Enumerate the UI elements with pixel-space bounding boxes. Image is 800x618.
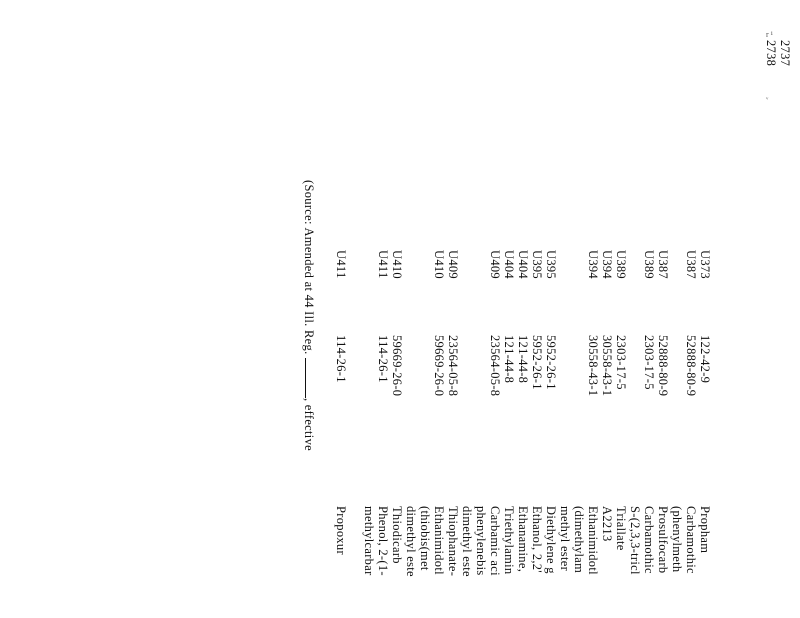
substance-name: dimethyl este [404,506,418,577]
substance-name: Carbamothic [684,506,698,574]
cas-number: 5952-26-1 [544,335,558,390]
waste-code: U411 [334,250,348,279]
source-note-suffix: , effective [302,397,316,451]
cas-number: 114-26-1 [376,335,390,383]
cas-number: 5952-26-1 [530,335,544,390]
scan-corner-mark: r ¹ [766,30,774,39]
cas-number: 121-44-8 [502,335,516,384]
waste-code: U395 [544,250,558,279]
waste-code: U394 [600,250,614,279]
waste-code: U410 [432,250,446,279]
substance-name: phenylenebis [474,506,488,576]
substance-name: dimethyl este [460,506,474,577]
waste-code: U394 [586,250,600,279]
waste-code: U404 [516,250,530,279]
substance-name: S-(2,3,3-tricl [628,506,642,575]
waste-code: U373 [698,250,712,279]
cas-number: 2303-17-5 [642,335,656,390]
waste-code: U389 [642,250,656,279]
cas-number: 23564-05-8 [488,335,502,397]
page-number-left: 2738 [764,40,778,67]
substance-name: Ethanamine, [516,506,530,573]
substance-name: Carbamic aci [488,506,502,576]
cas-number: 23564-05-8 [446,335,460,397]
substance-name: methyl ester [558,506,572,572]
waste-code: U387 [684,250,698,279]
waste-code: U410 [390,250,404,279]
cas-number: 121-44-8 [516,335,530,384]
cas-number: 59669-26-0 [432,335,446,397]
substance-name: Diethylene g [544,506,558,574]
source-note-prefix: (Source: Amended at 44 Ill. Reg. [302,180,316,355]
substance-name: (phenylmeth [670,506,684,573]
substance-name: Phenol, 2-(1- [376,506,390,576]
waste-code: U409 [446,250,460,279]
substance-name: Prosulfocarb [656,506,670,574]
waste-code: U387 [656,250,670,279]
cas-number: 30558-43-1 [600,335,614,397]
substance-name: Thiodicarb [390,506,404,564]
waste-code: U409 [488,250,502,279]
waste-code: U404 [502,250,516,279]
cas-number: 122-42-9 [698,335,712,384]
waste-code: U395 [530,250,544,279]
scan-corner-mark: ᵥ [766,92,769,101]
substance-name: A2213 [600,506,614,542]
substance-name: Triallate [614,506,628,551]
substance-name: Thiophanate- [446,506,460,577]
cas-number: 52888-80-9 [656,335,670,397]
page-number-right: 2737 [778,40,792,67]
substance-name: Ethanimidotl [586,506,600,575]
cas-number: 30558-43-1 [586,335,600,397]
substance-name: (thiobis(met [418,506,432,571]
substance-name: Ethanimidotl [432,506,446,575]
cas-number: 2303-17-5 [614,335,628,390]
source-note [302,180,316,451]
substance-name: Propham [698,506,712,554]
source-blank-line [305,358,316,398]
substance-name: (dimethylam [572,506,586,574]
waste-code: U411 [376,250,390,279]
cas-number: 114-26-1 [334,335,348,383]
waste-code: U389 [614,250,628,279]
substance-name: Ethanol, 2,2' [530,506,544,573]
substance-name: Carbamothic [642,506,656,574]
cas-number: 59669-26-0 [390,335,404,397]
cas-number: 52888-80-9 [684,335,698,397]
substance-name: Propoxur [334,506,348,555]
substance-name: Triethylamin [502,506,516,575]
substance-name: methylcarbar [362,506,376,576]
